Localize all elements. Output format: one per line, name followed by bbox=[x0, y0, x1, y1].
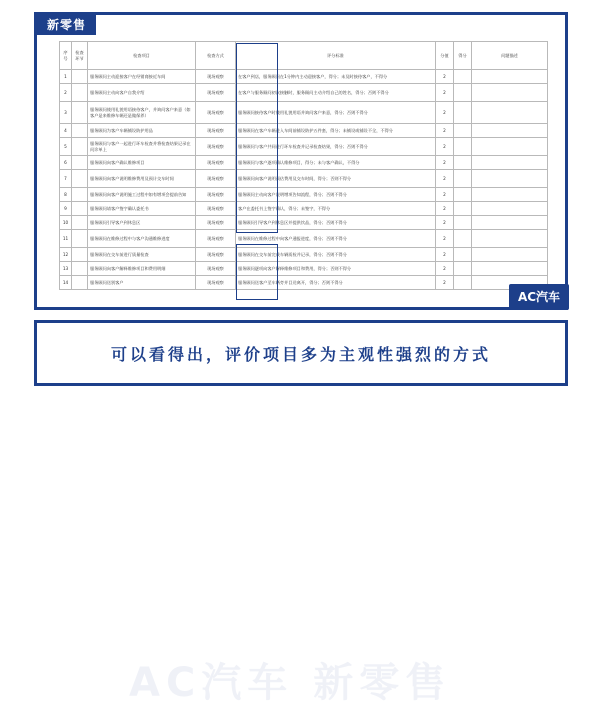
table-row bbox=[60, 276, 548, 290]
row-score: 2 bbox=[436, 124, 454, 138]
row-score: 2 bbox=[436, 230, 454, 248]
header-score: 分值 bbox=[436, 42, 454, 70]
header-problem: 问题描述 bbox=[472, 42, 548, 70]
header-no: 序号 bbox=[60, 42, 72, 70]
header-method: 检查方式 bbox=[196, 42, 236, 70]
table-row bbox=[60, 216, 548, 230]
section-tag: 新零售 bbox=[37, 15, 96, 35]
row-no: 4 bbox=[60, 124, 72, 138]
table-row bbox=[60, 156, 548, 170]
table-row bbox=[60, 170, 548, 188]
row-section bbox=[72, 188, 88, 202]
row-got bbox=[454, 70, 472, 84]
row-score: 2 bbox=[436, 102, 454, 124]
table-row bbox=[60, 124, 548, 138]
row-section bbox=[72, 216, 88, 230]
row-score: 2 bbox=[436, 276, 454, 290]
row-got bbox=[454, 276, 472, 290]
row-score: 2 bbox=[436, 216, 454, 230]
table-row bbox=[60, 202, 548, 216]
row-no: 2 bbox=[60, 84, 72, 102]
row-no: 11 bbox=[60, 230, 72, 248]
row-item: 服务顾问使用礼貌用语接待客户，并询问客户来意（如客户是来维修车辆还是做保养） bbox=[88, 102, 196, 124]
row-no: 3 bbox=[60, 102, 72, 124]
row-section bbox=[72, 102, 88, 124]
row-method: 现场观察 bbox=[196, 138, 236, 156]
row-method: 现场观察 bbox=[196, 262, 236, 276]
row-section bbox=[72, 138, 88, 156]
row-no: 7 bbox=[60, 170, 72, 188]
row-got bbox=[454, 188, 472, 202]
row-problem bbox=[472, 202, 548, 216]
row-section bbox=[72, 262, 88, 276]
banner-watermark: AC汽车 新零售 bbox=[129, 660, 452, 706]
row-problem bbox=[472, 248, 548, 262]
row-method: 现场观察 bbox=[196, 230, 236, 248]
row-item: 服务顾问送别客户 bbox=[88, 276, 196, 290]
row-standard: 服务顾问接待客户时使用礼貌用语并询问客户来意，得分；否则不得分 bbox=[236, 102, 436, 124]
row-section bbox=[72, 170, 88, 188]
row-score: 2 bbox=[436, 188, 454, 202]
row-score: 2 bbox=[436, 70, 454, 84]
row-item: 服务顾问在维修过程中与客户沟通维修进度 bbox=[88, 230, 196, 248]
row-got bbox=[454, 202, 472, 216]
header-item: 检查项目 bbox=[88, 42, 196, 70]
row-section bbox=[72, 84, 88, 102]
row-item: 服务顾问向客户说明维修费用及预计交车时间 bbox=[88, 170, 196, 188]
row-section bbox=[72, 276, 88, 290]
row-item: 服务顾问主动向客户自我介绍 bbox=[88, 84, 196, 102]
row-section bbox=[72, 248, 88, 262]
header-section: 检查环节 bbox=[72, 42, 88, 70]
row-no: 13 bbox=[60, 262, 72, 276]
row-standard: 服务顾问逐项向客户解释维修项目和费用，得分；否则不得分 bbox=[236, 262, 436, 276]
row-standard: 服务顾问在交车前完成车辆质检并记录，得分；否则不得分 bbox=[236, 248, 436, 262]
table-row bbox=[60, 84, 548, 102]
row-problem bbox=[472, 216, 548, 230]
row-score: 2 bbox=[436, 202, 454, 216]
row-got bbox=[454, 102, 472, 124]
row-score: 2 bbox=[436, 156, 454, 170]
row-method: 现场观察 bbox=[196, 170, 236, 188]
row-standard: 在客户到店，服务顾问在1分钟内主动迎接客户，得分；未及时接待客户，不得分 bbox=[236, 70, 436, 84]
row-item: 服务顾问与客户一起进行环车检查并将检查结果记录在问诊单上 bbox=[88, 138, 196, 156]
row-got bbox=[454, 216, 472, 230]
row-section bbox=[72, 70, 88, 84]
row-item: 服务顾问在交车前进行质量检查 bbox=[88, 248, 196, 262]
row-no: 5 bbox=[60, 138, 72, 156]
row-item: 服务顾问向客户说明施工过程中如有增项会提前告知 bbox=[88, 188, 196, 202]
row-got bbox=[454, 124, 472, 138]
row-no: 14 bbox=[60, 276, 72, 290]
row-problem bbox=[472, 230, 548, 248]
row-problem bbox=[472, 102, 548, 124]
row-score: 2 bbox=[436, 262, 454, 276]
evaluation-table bbox=[59, 41, 548, 290]
brand-logo: AC汽车 bbox=[509, 284, 569, 310]
row-section bbox=[72, 230, 88, 248]
row-section bbox=[72, 202, 88, 216]
row-method: 现场观察 bbox=[196, 102, 236, 124]
row-standard: 服务顾问引导客户到休息区并提供饮品，得分；否则不得分 bbox=[236, 216, 436, 230]
row-no: 10 bbox=[60, 216, 72, 230]
row-method: 现场观察 bbox=[196, 202, 236, 216]
row-problem bbox=[472, 156, 548, 170]
row-got bbox=[454, 262, 472, 276]
row-problem bbox=[472, 170, 548, 188]
row-method: 现场观察 bbox=[196, 188, 236, 202]
row-no: 9 bbox=[60, 202, 72, 216]
row-problem bbox=[472, 124, 548, 138]
table-row bbox=[60, 70, 548, 84]
table-header-row bbox=[60, 42, 548, 70]
row-score: 2 bbox=[436, 170, 454, 188]
row-item: 服务顾问为客户车辆铺设防护用品 bbox=[88, 124, 196, 138]
row-score: 2 bbox=[436, 84, 454, 102]
table-row bbox=[60, 262, 548, 276]
row-no: 12 bbox=[60, 248, 72, 262]
row-no: 1 bbox=[60, 70, 72, 84]
row-standard: 在客户与服务顾问初次接触时，服务顾问主动介绍自己的姓名，得分；否则不得分 bbox=[236, 84, 436, 102]
row-item: 服务顾问向客户解释维修项目和费用明细 bbox=[88, 262, 196, 276]
row-standard: 服务顾问与客户逐项确认维修项目，得分；未与客户确认，不得分 bbox=[236, 156, 436, 170]
row-got bbox=[454, 84, 472, 102]
row-problem bbox=[472, 84, 548, 102]
row-method: 现场观察 bbox=[196, 216, 236, 230]
evaluation-table-card bbox=[34, 12, 568, 310]
row-method: 现场观察 bbox=[196, 248, 236, 262]
row-got bbox=[454, 138, 472, 156]
row-item: 服务顾问请客户签字确认委托书 bbox=[88, 202, 196, 216]
row-standard: 客户在委托书上签字确认，得分；未签字，不得分 bbox=[236, 202, 436, 216]
row-score: 2 bbox=[436, 138, 454, 156]
row-got bbox=[454, 170, 472, 188]
row-method: 现场观察 bbox=[196, 156, 236, 170]
table-row bbox=[60, 102, 548, 124]
row-item: 服务顾问向客户确认维修项目 bbox=[88, 156, 196, 170]
row-section bbox=[72, 156, 88, 170]
row-method: 现场观察 bbox=[196, 124, 236, 138]
row-standard: 服务顾问与客户共同进行环车检查并记录检查结果，得分；否则不得分 bbox=[236, 138, 436, 156]
row-method: 现场观察 bbox=[196, 84, 236, 102]
row-no: 6 bbox=[60, 156, 72, 170]
caption-text: 可以看得出，评价项目多为主观性强烈的方式 bbox=[110, 344, 491, 364]
row-got bbox=[454, 230, 472, 248]
row-got bbox=[454, 248, 472, 262]
table-row bbox=[60, 188, 548, 202]
row-problem bbox=[472, 70, 548, 84]
caption-banner bbox=[34, 320, 568, 706]
row-method: 现场观察 bbox=[196, 276, 236, 290]
row-method: 现场观察 bbox=[196, 70, 236, 84]
row-score: 2 bbox=[436, 248, 454, 262]
row-standard: 服务顾问主动向客户说明增项告知流程，得分；否则不得分 bbox=[236, 188, 436, 202]
table-row bbox=[60, 138, 548, 156]
row-section bbox=[72, 124, 88, 138]
row-standard: 服务顾问送客户至车辆旁并目送离开，得分；否则不得分 bbox=[236, 276, 436, 290]
row-item: 服务顾问主动迎接客户在经销商接近车间 bbox=[88, 70, 196, 84]
row-problem bbox=[472, 262, 548, 276]
row-no: 8 bbox=[60, 188, 72, 202]
row-item: 服务顾问引导客户到休息区 bbox=[88, 216, 196, 230]
header-standard: 评分标准 bbox=[236, 42, 436, 70]
row-problem bbox=[472, 138, 548, 156]
row-standard: 服务顾问向客户说明预估费用及交车时间，得分；否则不得分 bbox=[236, 170, 436, 188]
header-got: 得分 bbox=[454, 42, 472, 70]
table-row bbox=[60, 230, 548, 248]
row-got bbox=[454, 156, 472, 170]
row-standard: 服务顾问在客户车辆进入车间前铺设防护五件套，得分；未铺设或铺设不全，不得分 bbox=[236, 124, 436, 138]
row-standard: 服务顾问在维修过程中向客户通报进度，得分；否则不得分 bbox=[236, 230, 436, 248]
row-problem bbox=[472, 188, 548, 202]
table-row bbox=[60, 248, 548, 262]
